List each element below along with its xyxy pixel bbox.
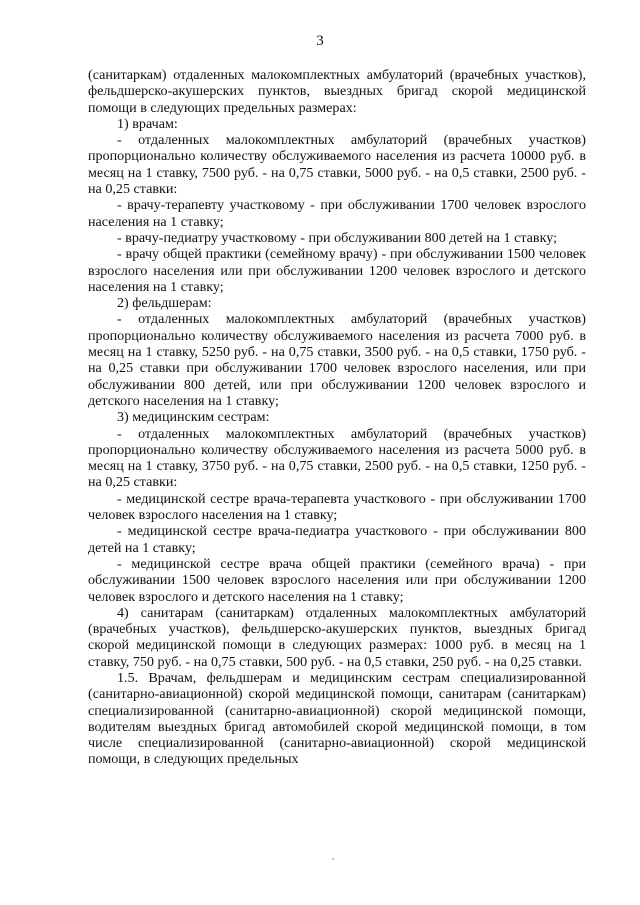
paragraph-nurses-general-practice: - медицинской сестре врача общей практики (семейного врача) - при обслуживании 1500 человек взрослого населения или при обслуживании 1200 человек взрослого и детского населения на 1 ставку; <box>88 555 586 605</box>
paragraph-nurses-therapist: - медицинской сестре врача-терапевта участкового - при обслуживании 1700 человек взрослого населения на 1 ставку; <box>88 490 586 524</box>
paragraph-doctors-therapist: - врачу-терапевту участковому - при обслуживании 1700 человек взрослого населения на 1 ставку; <box>88 197 586 230</box>
paragraph-nurses-pediatrician: - медицинской сестре врача-педиатра участкового - при обслуживании 800 детей на 1 ставку; <box>88 523 586 556</box>
paragraph-doctors-general-practice: - врачу общей практики (семейному врачу) - при обслуживании 1500 человек взрослого населения или при обслуживании 1200 человек взрослого и детского населения на 1 ставку; <box>88 246 586 295</box>
paragraph-doctors-heading: 1) врачам: <box>117 115 178 132</box>
paragraph-doctors-ambulatory: - отдаленных малокомплектных амбулаторий (врачебных участков) пропорционально количеству обслуживаемого населения из расчета 10000 руб. в месяц на 1 ставку, 7500 руб. - на 0,75 ставки, 5000 руб. - на 0,5 ставки, 2500 руб. - на 0,25 ставки: <box>88 132 586 198</box>
document-body <box>88 67 586 768</box>
paragraph-doctors-pediatrician: - врачу-педиатру участковому - при обслуживании 800 детей на 1 ставку; <box>117 229 558 246</box>
paragraph-paramedics-heading: 2) фельдшерам: <box>117 295 212 312</box>
page-number: 3 <box>316 33 324 49</box>
paragraph-section-1-5: 1.5. Врачам, фельдшерам и медицинским сестрам специализированной (санитарно-авиационной) скорой медицинской помощи, санитарам (санитаркам) специализированной (санитарно-авиационной) скорой медицинской помощи, водителям выездных бригад автомобилей скорой медицинской помощи, в том числе специализированной (санитарно-авиационной) скорой медицинской помощи, в следующих предельных <box>88 669 586 768</box>
paragraph-nurses-heading: 3) медицинским сестрам: <box>117 409 270 426</box>
paragraph-paramedics-ambulatory: - отдаленных малокомплектных амбулаторий (врачебных участков) пропорционально количеству обслуживаемого населения из расчета 7000 руб. в месяц на 1 ставку, 5250 руб. - на 0,75 ставки, 3500 руб. - на 0,5 ставки, 1750 руб. - на 0,25 ставки при обслуживании 1700 человек взрослого населения, или при обслуживании 800 детей, или при обслуживании 1200 человек взрослого и детского населения на 1 ставку; <box>88 311 586 409</box>
paragraph-nurses-ambulatory: - отдаленных малокомплектных амбулаторий (врачебных участков) пропорционально количеству обслуживаемого населения из расчета 5000 руб. в месяц на 1 ставку, 3750 руб. - на 0,75 ставки, 2500 руб. - на 0,5 ставки, 1250 руб. - на 0,25 ставки: <box>88 425 586 491</box>
paragraph-continuation: (санитаркам) отдаленных малокомплектных амбулаторий (врачебных участков), фельдшерско-акушерских пунктов, выездных бригад скорой медицинской помощи в следующих предельных размерах: <box>88 67 586 116</box>
paragraph-orderlies: 4) санитарам (санитаркам) отдаленных малокомплектных амбулаторий (врачебных участков), фельдшерско-акушерских пунктов, выездных бригад скорой медицинской помощи в следующих размерах: 1000 руб. в месяц на 1 ставку, 750 руб. - на 0,75 ставки, 500 руб. - на 0,5 ставки, 250 руб. - на 0,25 ставки. <box>88 604 586 670</box>
scan-speck <box>332 858 334 860</box>
